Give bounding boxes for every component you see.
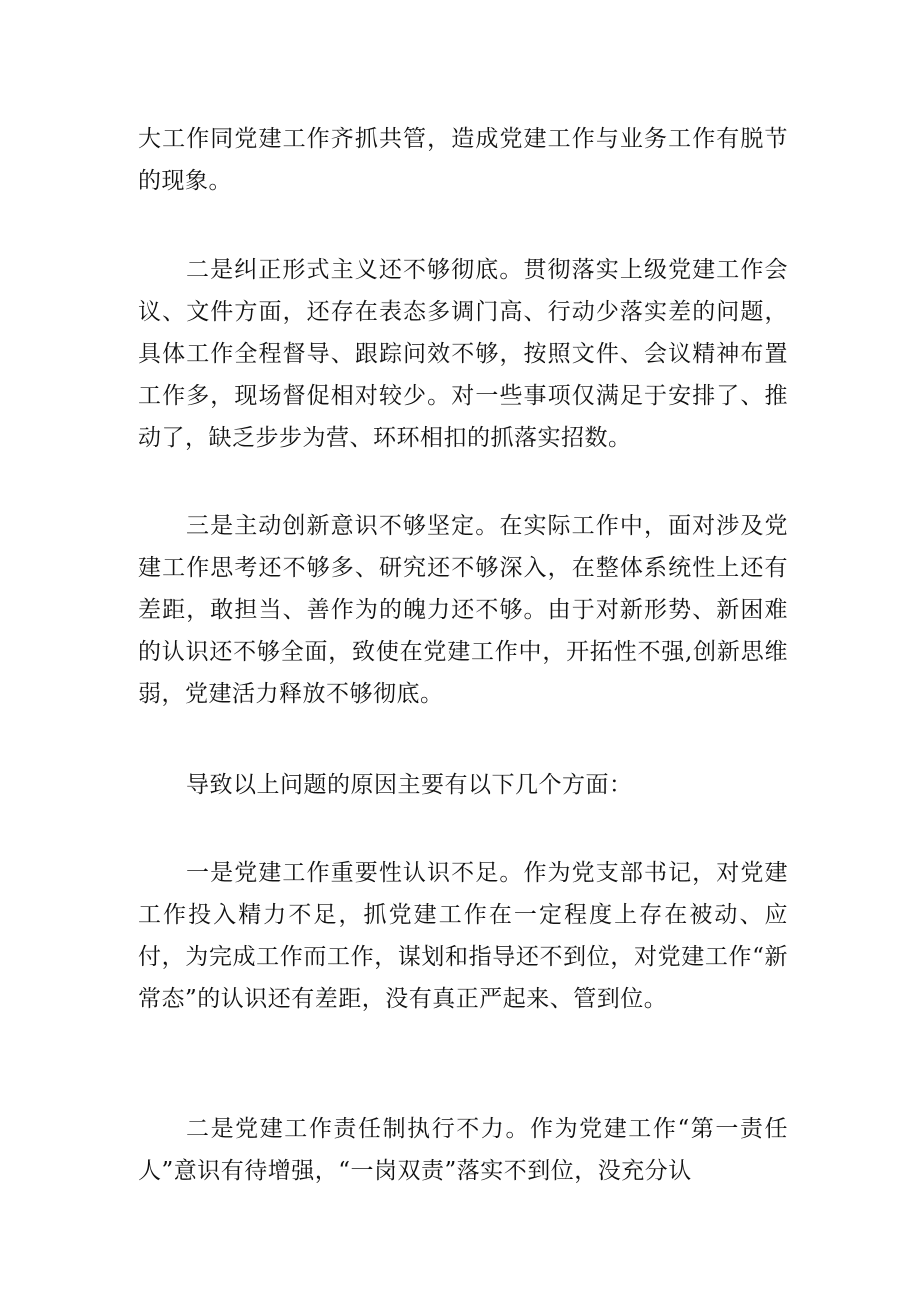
paragraph-causes-intro: 导致以上问题的原因主要有以下几个方面：: [186, 772, 633, 798]
paragraph-responsibility: 二是党建工作责任制执行不力。作为党建工作“第一责任人”意识有待增强，“一岗双责”落实不到位，没充分认: [138, 1116, 788, 1184]
paragraph-formalism: 二是纠正形式主义还不够彻底。贯彻落实上级党建工作会议、文件方面，还存在表态多调门高、行动少落实差的问题，具体工作全程督导、跟踪问效不够，按照文件、会议精神布置工作多，现场督促相对较少。对一些事项仅满足于安排了、推动了，缺乏步步为营、环环相扣的抓落实招数。: [138, 257, 788, 451]
paragraph-innovation: 三是主动创新意识不够坚定。在实际工作中，面对涉及党建工作思考还不够多、研究还不够深入，在整体系统性上还有差距，敢担当、善作为的魄力还不够。由于对新形势、新困难的认识还不够全面，致使在党建工作中，开拓性不强,创新思维弱，党建活力释放不够彻底。: [138, 513, 788, 707]
paragraph-continuation: 大工作同党建工作齐抓共管，造成党建工作与业务工作有脱节的现象。: [138, 126, 788, 194]
paragraph-importance: 一是党建工作重要性认识不足。作为党支部书记，对党建工作投入精力不足，抓党建工作在一定程度上存在被动、应付，为完成工作而工作，谋划和指导还不到位，对党建工作“新常态”的认识还有差距，没有真正严起来、管到位。: [138, 860, 788, 1012]
